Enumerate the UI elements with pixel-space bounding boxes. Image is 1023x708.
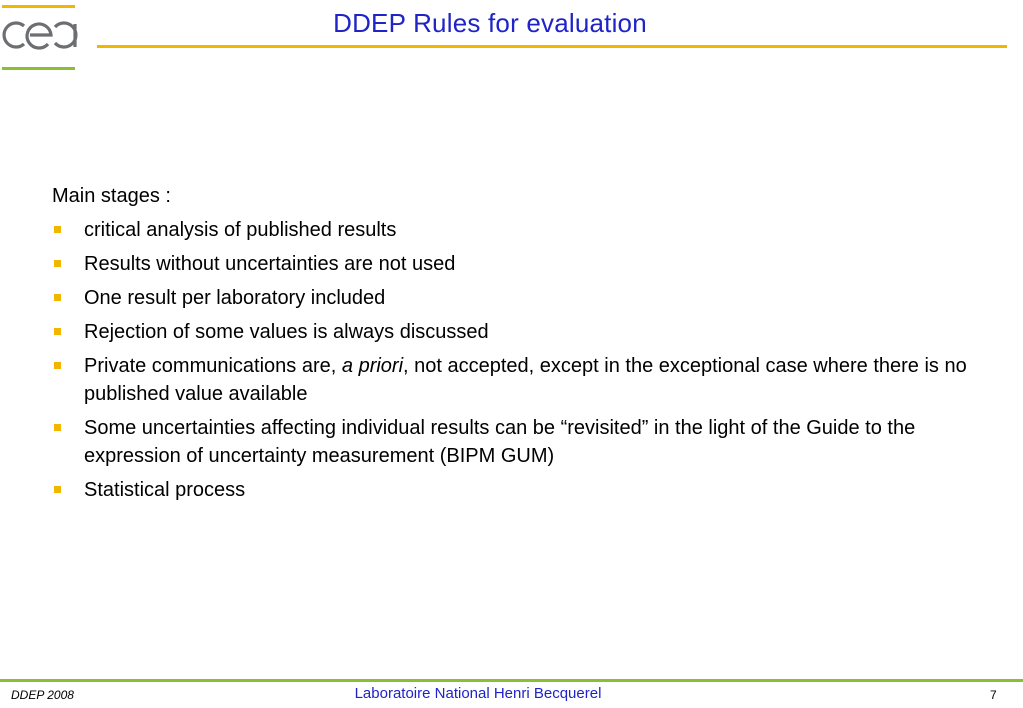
square-bullet-icon xyxy=(54,294,61,301)
bullet-text: Results without uncertainties are not used xyxy=(84,253,456,275)
bullet-text: , not accepted, except in the exceptional case where there is no published value available xyxy=(84,355,967,405)
logo-text: cea xyxy=(2,18,4,19)
slide-body xyxy=(52,182,972,510)
square-bullet-icon xyxy=(54,424,61,431)
bullet-text: Rejection of some values is always discussed xyxy=(84,321,489,343)
bullet-item xyxy=(52,318,972,346)
title-divider xyxy=(97,45,1007,48)
square-bullet-icon xyxy=(54,260,61,267)
intro-text: Main stages : xyxy=(52,185,171,207)
bullet-text: Statistical process xyxy=(84,479,246,501)
bullet-item xyxy=(52,284,972,312)
bullet-item xyxy=(52,476,972,504)
cea-logo xyxy=(0,0,80,72)
bullet-list xyxy=(52,216,972,504)
bullet-item xyxy=(52,352,972,408)
bullet-item xyxy=(52,250,972,278)
bullet-item xyxy=(52,414,972,470)
cea-logo-icon xyxy=(2,18,78,52)
page-number: 7 xyxy=(990,688,997,702)
square-bullet-icon xyxy=(54,226,61,233)
bullet-text: Some uncertainties affecting individual results can be “revisited” in the light of the Guide to the expression of uncertainty measurement (BIPM GUM) xyxy=(84,417,916,467)
bullet-text-italic: a priori xyxy=(341,355,404,377)
bullet-text: critical analysis of published results xyxy=(84,219,397,241)
square-bullet-icon xyxy=(54,362,61,369)
square-bullet-icon xyxy=(54,328,61,335)
logo-bottom-bar xyxy=(2,67,75,70)
footer-event: DDEP 2008 xyxy=(11,688,74,702)
square-bullet-icon xyxy=(54,486,61,493)
footer-divider xyxy=(0,679,1023,682)
bullet-text: One result per laboratory included xyxy=(84,287,386,309)
footer-organization: Laboratoire National Henri Becquerel xyxy=(354,685,602,702)
slide-title: DDEP Rules for evaluation xyxy=(333,8,647,38)
logo-top-bar xyxy=(2,5,75,8)
bullet-item xyxy=(52,216,972,244)
bullet-text: Private communications are, xyxy=(84,355,342,377)
